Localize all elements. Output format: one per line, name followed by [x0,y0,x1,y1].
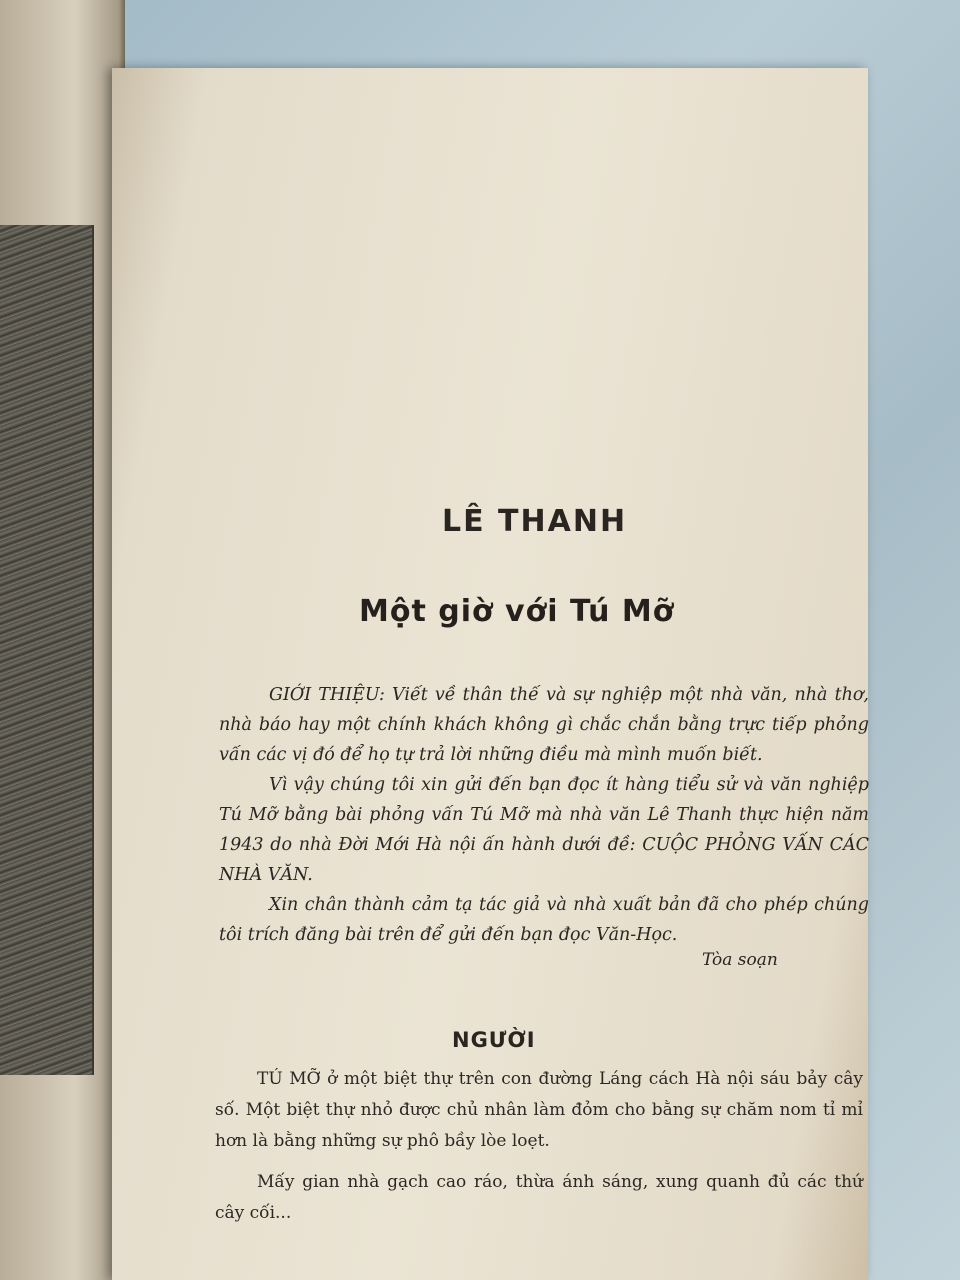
intro-block [219,680,869,950]
body-paragraph-1: TÚ MỠ ở một biệt thự trên con đường Láng cách Hà nội sáu bảy cây số. Một biệt thự nhỏ được chủ nhân làm đỏm cho bằng sự chăm nom tỉ mỉ hơn là bằng những sự phô bầy lòe loẹt. [215,1069,863,1151]
section-heading: NGƯỜI [452,1028,536,1052]
intro-text-1: Viết về thân thế và sự nghiệp một nhà văn, nhà thơ, nhà báo hay một chính khách không gì chắc chắn bằng trực tiếp phỏng vấn các vị đó để họ tự trả lời những điều mà mình muốn biết. [219,685,869,765]
section-body [215,1064,863,1229]
intro-paragraph-1 [219,680,869,770]
intro-paragraph-3: Xin chân thành cảm tạ tác giả và nhà xuất bản đã cho phép chúng tôi trích đăng bài trên để gửi đến bạn đọc Văn-Học. [219,895,869,945]
left-page-edge [0,0,125,1280]
body-paragraph-2: Mấy gian nhà gạch cao ráo, thừa ánh sáng, xung quanh đủ các thứ cây cối... [215,1172,863,1223]
intro-paragraph-2: Vì vậy chúng tôi xin gửi đến bạn đọc ít hàng tiểu sử và văn nghiệp Tú Mỡ bằng bài phỏng vấn Tú Mỡ mà nhà văn Lê Thanh thực hiện năm 1943 do nhà Đời Mới Hà nội ấn hành dưới đề: CUỘC PHỎNG VẤN CÁC NHÀ VĂN. [219,775,869,885]
article-title: Một giờ với Tú Mỡ [359,594,675,629]
intro-label: GIỚI THIỆU: [269,685,385,705]
author-name: LÊ THANH [442,504,628,539]
book-page [112,68,868,1280]
left-page-photo [0,225,94,1075]
intro-signature: Tòa soạn [702,950,778,970]
